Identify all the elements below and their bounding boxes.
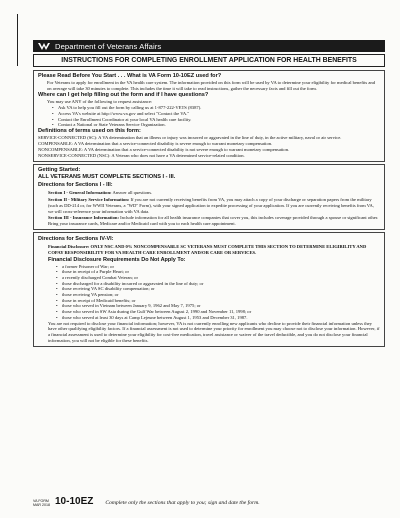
directions-i-iii: Directions for Sections I - III: (38, 182, 113, 189)
section-i-instructions (38, 190, 380, 196)
page-footer (33, 496, 385, 507)
section-label: Section I (48, 190, 66, 196)
list-item: • those in receipt of Medicaid benefits; or (62, 298, 380, 304)
section-ii-instructions (38, 197, 380, 214)
intro-section (33, 70, 385, 162)
not-apply-list (38, 264, 380, 321)
instruction-page (33, 40, 385, 347)
list-item: • Ask VA to help you fill out the form by calling us at 1-877-222-VETS (8387). (58, 105, 380, 111)
va-header-bar (33, 40, 385, 52)
financial-section (33, 232, 385, 347)
list-item: • Access VA's website at http://www.va.gov and select "Contact the VA." (58, 111, 380, 117)
getting-started-heading: Getting Started: (38, 166, 81, 173)
list-item: • those who served at least 30 days at Camp Lejeune between August 1, 1953 and December 31, 1987. (62, 315, 380, 321)
form-label-top: VA FORM (33, 499, 49, 503)
financial-disclosure (38, 244, 380, 256)
definition-item: NONCOMPENSABLE: A VA determination that a service-connected disability is not severe enough to warrant monetary compensation. (38, 146, 290, 152)
section-text: Include information for all health insurance companies that cover you, this includes coverage provided through a spouse or significant other. Bring your insurance cards, Medicare and/or Medicaid card with you to each health care appointment. (48, 215, 379, 227)
definitions-heading: Definitions of terms used on this form: (38, 127, 141, 134)
list-item: • those who served in SW Asia during the Gulf War between August 2, 1990 and November 11, 1998; or (62, 309, 380, 315)
list-item: • those receiving VA SC disability compensation; or (62, 286, 380, 292)
not-apply-heading: Financial Disclosure Requirements Do Not Apply To: (48, 256, 186, 263)
definition-item: SERVICE-CONNECTED (SC): A VA determination that an illness or injury was incurred or aggravated in the line of duty, in the active military, naval or air service. (38, 135, 342, 141)
disclosure-label: Financial Disclosure: (48, 243, 90, 249)
list-item: • those in receipt of a Purple Heart; or (62, 269, 380, 275)
section-title: - Insurance Information: (69, 215, 119, 221)
section-text: Answer all questions. (112, 190, 153, 196)
disclosure-text: ONLY NSC AND 0% NONCOMPENSABLE SC VETERANS MUST COMPLETE THIS SECTION TO DETERMINE ELIGIBILITY AND COPAY RESPONSIBILITY FOR VA HEALTH CARE ENROLLMENT AND/OR CARE OR SERVICES. (48, 243, 367, 255)
section-title: - General Information: (66, 190, 112, 196)
financial-closing-text: You are not required to disclose your financial information; however, VA is not currently enrolling new applicants who decline to provide their financial information unless they have other qualifying eligibility factors. If a financial assessment is not used to determine your priority for enrollment you may choose not to disclose your information. However, if a financial assessment is used to determine your eligibility for cost-free medication, travel assistance or waiver of the travel deductible, and you do not disclose your financial information, you will not be eligible for these benefits. (48, 320, 380, 344)
list-item: • those who served in Vietnam between January 9, 1962 and May 7, 1975; or (62, 303, 380, 309)
agency-name: Department of Veterans Affairs (55, 41, 162, 51)
help-list (38, 105, 380, 128)
directions-iv-vi: Directions for Sections IV-VI: (38, 235, 114, 242)
page-edge-mark (17, 14, 18, 66)
form-number: 10-10EZ (55, 496, 94, 507)
section-text: If you are not currently receiving benefits from VA, you may attach a copy of your discharge or separation papers from the military (such as DD-214 or, for WWII Veterans, a "WD" Form), with your signed application to expedite processing of your application. If you are currently receiving benefits from VA, we will cross-reference your information with VA data. (48, 196, 374, 214)
list-item: • a former Prisoner of War; or (62, 264, 380, 270)
intro-body: For Veterans to apply for enrollment in the VA health care system. The information provided on this form will be used by VA to determine your eligibility for medical benefits and on average will take 30 minutes to complete. This includes the time it will take to read instructions, gather the necessary facts and fill out the form. (47, 80, 376, 92)
form-label-bottom: MAR 2018 (33, 503, 50, 507)
list-item: • those discharged for a disability incurred or aggravated in the line of duty; or (62, 281, 380, 287)
definition-item: COMPENSABLE: A VA determination that a service-connected disability is severe enough to warrant monetary compensation. (38, 141, 273, 147)
list-item: • a recently discharged Combat Veteran; or (62, 275, 380, 281)
getting-started-section (33, 164, 385, 230)
form-edition (33, 499, 55, 507)
intro-heading: Please Read Before You Start . . . What is VA Form 10-10EZ used for? (38, 73, 222, 79)
definitions-list (38, 135, 380, 159)
help-lead: You may use ANY of the following to request assistance: (47, 99, 153, 105)
section-label: Section II (48, 196, 68, 202)
section-label: Section III (48, 215, 69, 221)
page-title: INSTRUCTIONS FOR COMPLETING ENROLLMENT APPLICATION FOR HEALTH BENEFITS (33, 54, 385, 67)
section-title: - Military Service Information: (68, 196, 130, 202)
list-item: • Contact the Enrollment Coordinator at your local VA health care facility. (58, 117, 380, 123)
footer-note: Complete only the sections that apply to you; sign and date the form. (105, 500, 260, 506)
section-iii-instructions (38, 215, 380, 227)
list-item: • Contact a National or State Veterans Service Organization. (58, 122, 380, 128)
all-veterans-note: ALL VETERANS MUST COMPLETE SECTIONS I - III. (38, 173, 176, 180)
va-seal-icon (37, 42, 51, 51)
help-heading: Where can I get help filling out the form and if I have questions? (38, 92, 209, 99)
definition-item: NONSERVICE-CONNECTED (NSC): A Veteran who does not have a VA determined service-related condition. (38, 152, 245, 158)
list-item: • those receiving VA pension; or (62, 292, 380, 298)
